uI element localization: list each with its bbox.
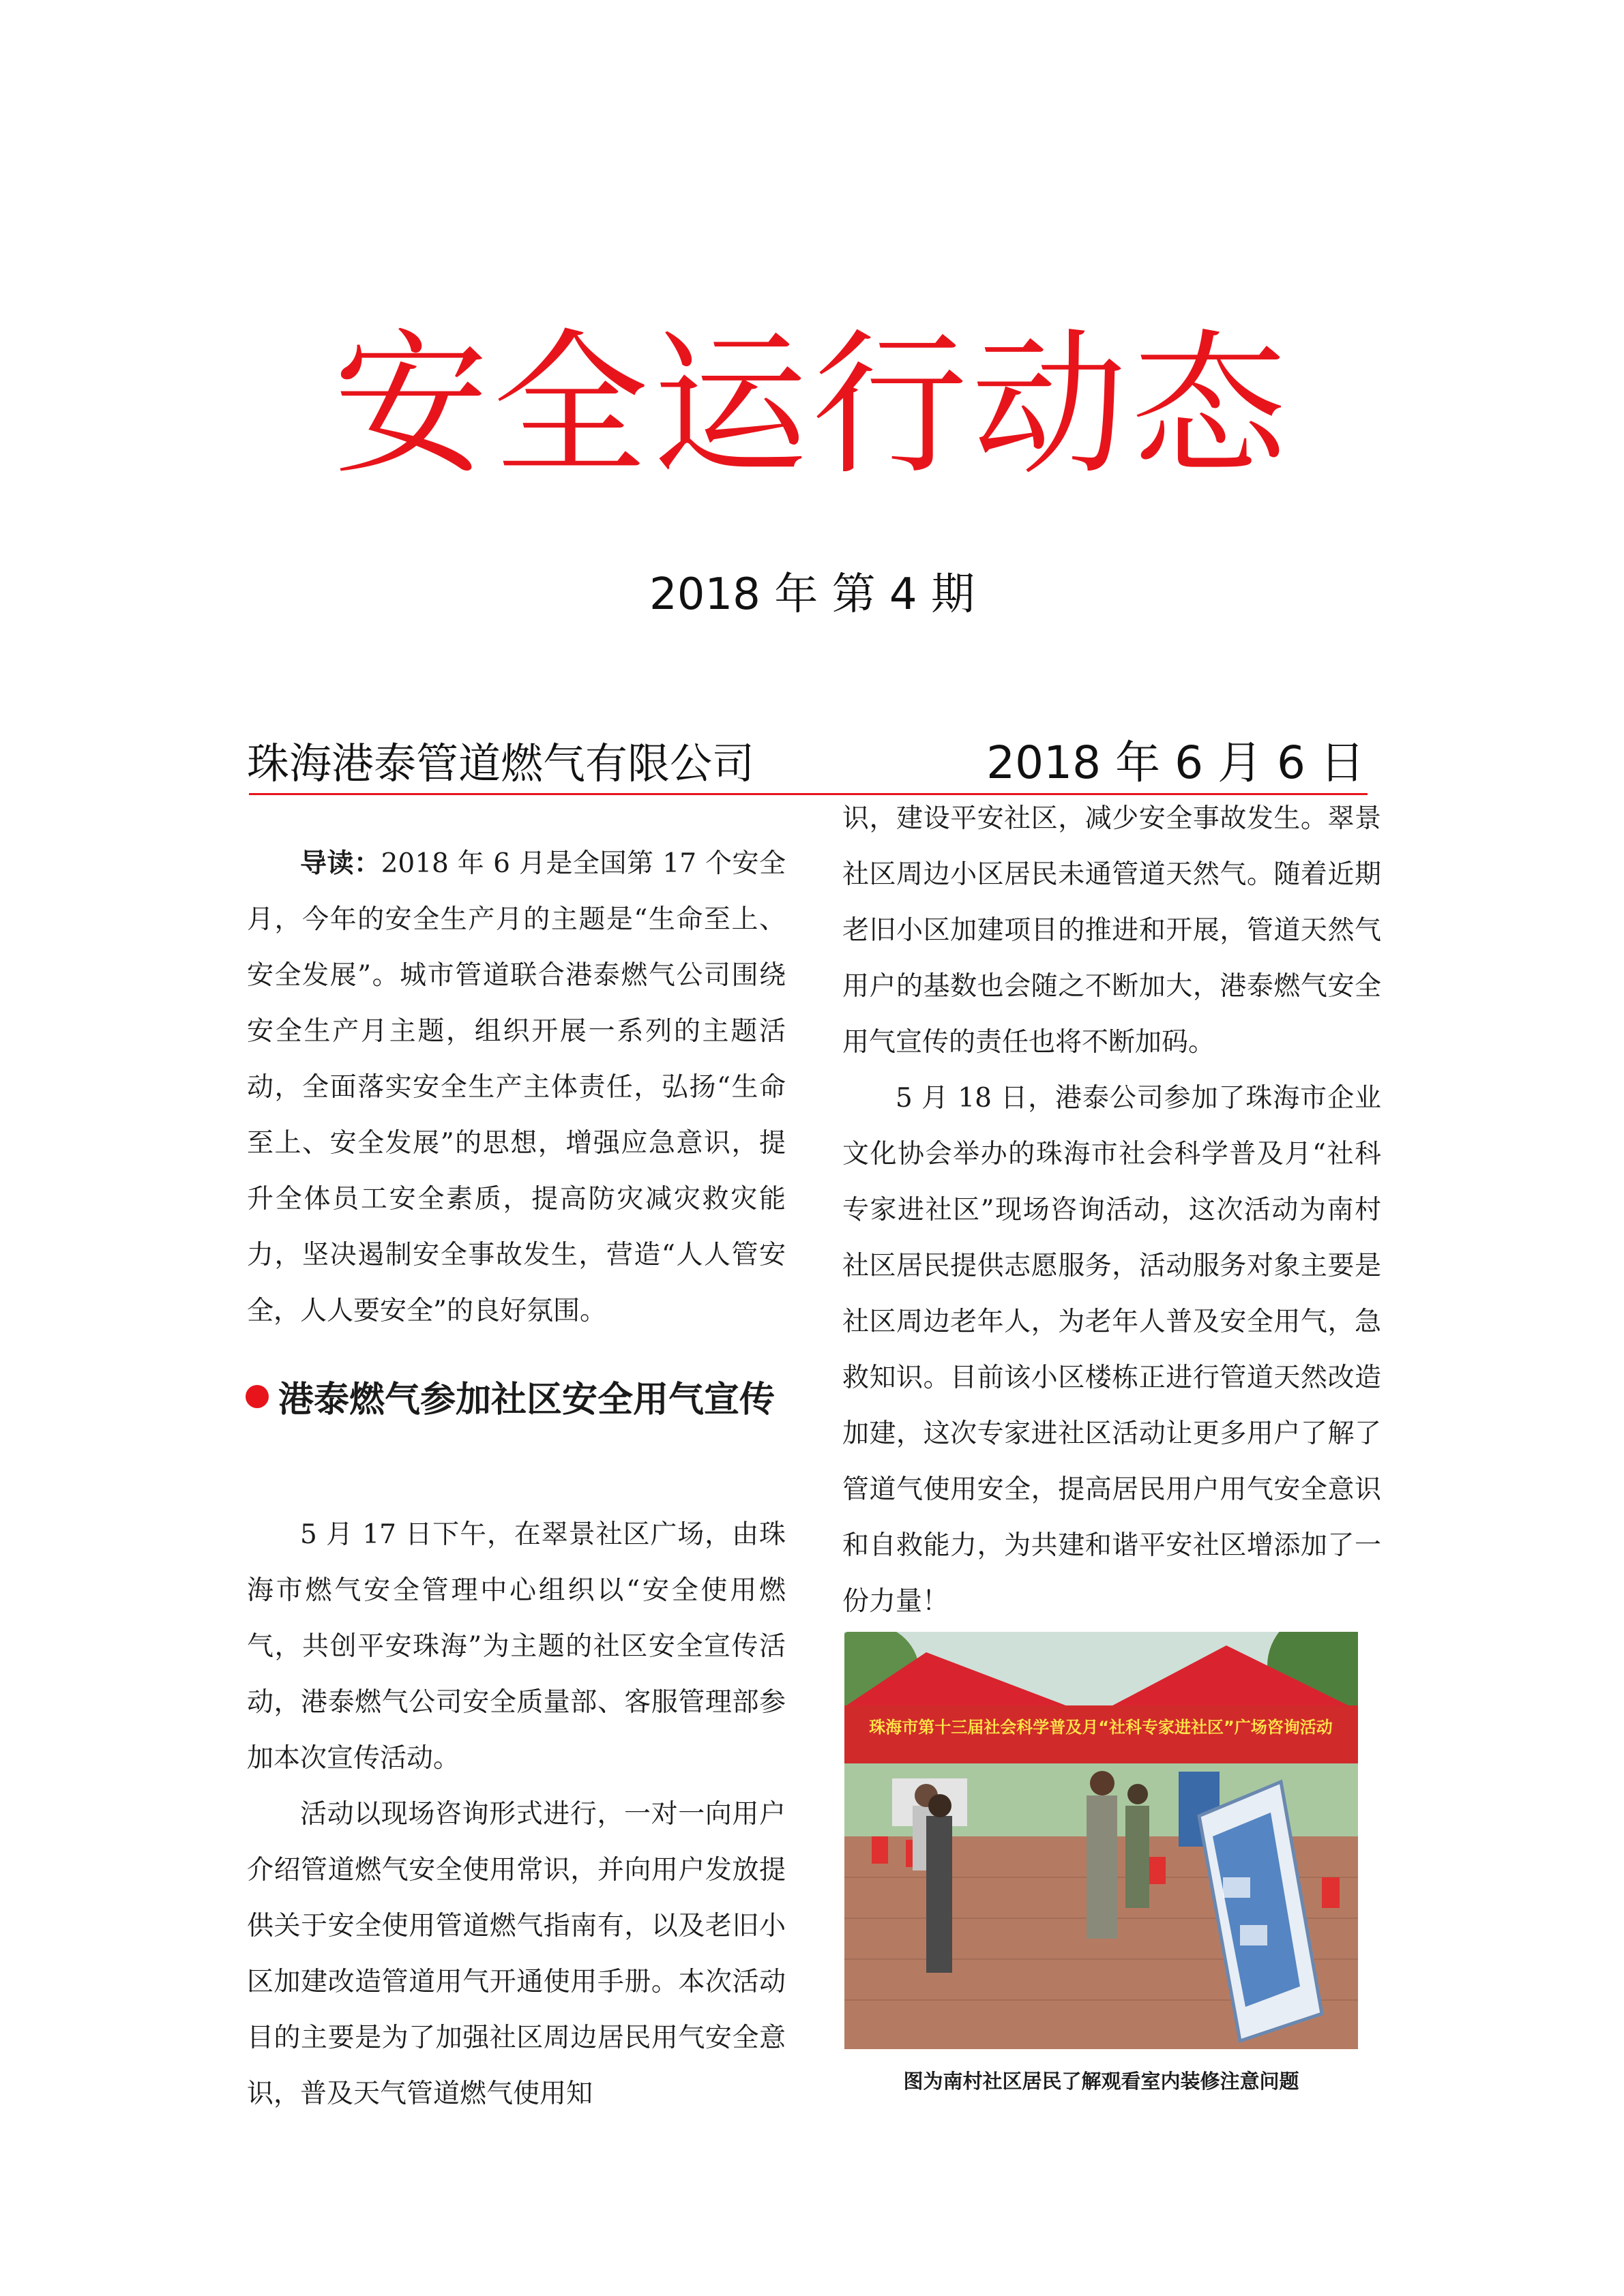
intro-text: 2018 年 6 月是全国第 17 个安全月，今年的安全生产月的主题是“生命至上、安全发展”。城市管道联合港泰燃气公司围绕安全生产月主题，组织开展一系列的主题活动，全面落实安全生产主体责任，弘扬“生命至上、安全发展”的思想，增强应急意识，提升全体员工安全素质，提高防灾减灾救灾能力，坚决遏制安全事故发生，营造“人人管安全，人人要安全”的良好氛围。: [247, 848, 786, 1326]
section-body: [247, 1507, 786, 2122]
company-name: 珠海港泰管道燃气有限公司: [247, 739, 755, 788]
bullet-dot-icon: [246, 1385, 269, 1408]
left-column: [247, 835, 786, 1339]
event-photo: [844, 1632, 1358, 2049]
issue-number: 2018 年 第 4 期: [649, 569, 975, 620]
intro-paragraph: [247, 835, 786, 1339]
body-paragraph: 5 月 17 日下午，在翠景社区广场，由珠海市燃气安全管理中心组织以“安全使用燃气，共创平安珠海”为主题的社区安全宣传活动，港泰燃气公司安全质量部、客服管理部参加本次宣传活动。: [247, 1519, 786, 1774]
intro-label: 导读：: [300, 848, 381, 879]
right-column: [842, 791, 1381, 1630]
body-paragraph: 5 月 18 日，港泰公司参加了珠海市企业文化协会举办的珠海市社会科学普及月“社科专家进社区”现场咨询活动，这次活动为南村社区居民提供志愿服务，活动服务对象主要是社区周边老年人，为老年人普及安全用气，急救知识。目前该小区楼栋正进行管道天然改造加建，这次专家进社区活动让更多用户了解了管道气使用安全，提高居民用户用气安全意识和自救能力，为共建和谐平安社区增添加了一份力量！: [842, 1083, 1381, 1617]
section-heading: [246, 1371, 775, 1422]
body-paragraph: 活动以现场咨询形式进行，一对一向用户介绍管道燃气安全使用常识，并向用户发放提供关于安全使用管道燃气指南有，以及老旧小区加建改造管道用气开通使用手册。本次活动目的主要是为了加强社区周边居民用气安全意识，普及天气管道燃气使用知: [247, 1799, 786, 2109]
section-heading-text: 港泰燃气参加社区安全用气宣传: [278, 1379, 776, 1420]
newsletter-title: 安全运行动态: [333, 314, 1291, 496]
publish-date: 2018 年 6 月 6 日: [986, 736, 1365, 789]
continued-paragraph: 识，建设平安社区，减少安全事故发生。翠景社区周边小区居民未通管道天然气。随着近期老旧小区加建项目的推进和开展，管道天然气用户的基数也会随之不断加大，港泰燃气安全用气宣传的责任也将不断加码。: [842, 803, 1381, 1058]
photo-banner-text: 珠海市第十三届社会科学普及月“社科专家进社区”广场咨询活动: [869, 1718, 1333, 1737]
photo-caption: 图为南村社区居民了解观看室内装修注意问题: [903, 2070, 1299, 2093]
